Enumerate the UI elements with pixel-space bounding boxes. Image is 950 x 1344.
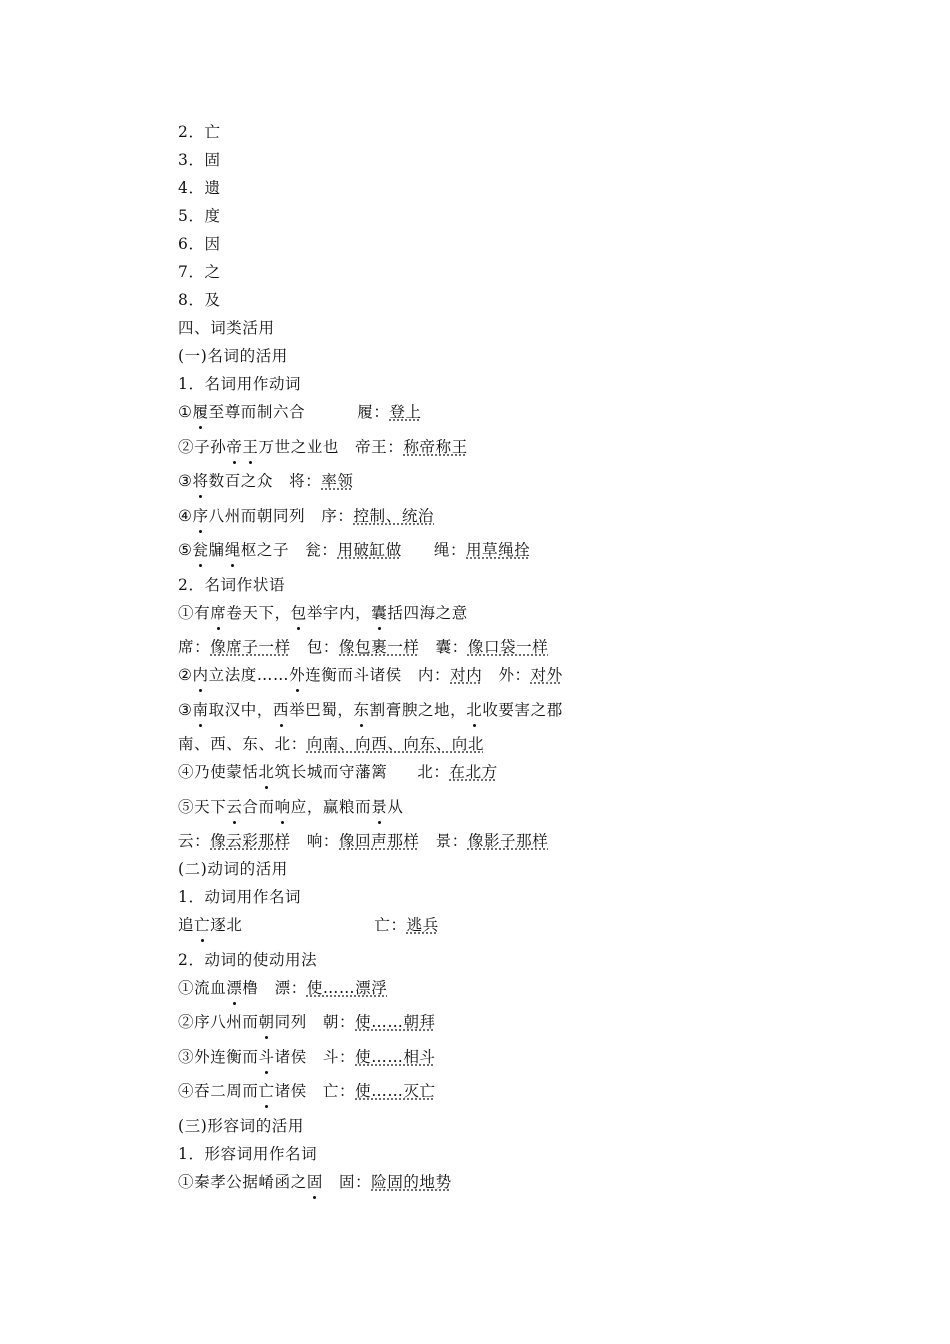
text-line [178,946,798,974]
text-segment: 应，赢粮而 [290,797,372,816]
answer-blank: 像云彩那样 [210,832,291,850]
text-line [178,314,798,342]
text-segment: ④吞二周而 [178,1082,259,1100]
emphasized-character: 北 [466,696,482,724]
text-segment: (一)名词的活用 [178,347,288,365]
text-segment: (二)动词的活用 [178,860,288,878]
text-segment: 1．形容词用作名词 [178,1144,318,1163]
text-line [178,286,798,314]
text-segment: 履： [357,403,390,421]
text-segment: ④乃使蒙恬 [178,763,259,781]
text-segment: 合而 [242,797,275,816]
text-segment: 外： [482,666,531,684]
text-segment: 筑长城而守藩篱 [274,763,388,781]
text-segment: 割膏腴之地， [369,700,467,719]
emphasized-character: 斗 [259,1043,275,1071]
text-segment: 追 [178,916,195,934]
emphasized-character: 履 [193,398,209,426]
text-segment: 橹 漂： [242,978,307,997]
text-segment: 包： [290,638,340,656]
text-line [178,502,798,537]
text-segment: 亡： [374,916,407,934]
text-segment: 6．因 [178,235,221,253]
text-segment: (三)形容词的活用 [178,1116,304,1135]
text-segment: 括四海之意 [387,603,468,622]
text-segment: 北： [417,763,450,781]
text-line [178,827,798,855]
emphasized-character: 序 [193,502,209,530]
emphasized-character: 朝 [259,1008,275,1036]
text-line [178,342,798,370]
text-segment: 席： [178,638,211,656]
emphasized-character: 囊 [371,599,387,627]
text-line [178,398,798,433]
text-segment: ④ [178,506,193,525]
text-segment: 南、西、东、北： [178,735,307,753]
text-segment: 2．动词的使动用法 [178,950,318,969]
text-line [178,883,798,911]
emphasized-character: 南 [193,696,209,724]
text-line [178,633,798,661]
emphasized-character: 席 [210,599,226,627]
text-segment: 响： [290,832,340,850]
text-segment: ① [178,403,193,421]
text-segment: 收要害之郡 [482,700,563,719]
text-line [178,370,798,398]
text-segment: 四、词类活用 [178,319,275,337]
text-line [178,793,798,828]
text-segment: 万世之业也 帝王： [258,437,404,456]
text-segment: 枢之子 瓮： [240,541,338,559]
answer-blank: 像席子一样 [210,638,291,656]
text-segment: 绳： [433,541,467,559]
emphasized-character: 外 [289,661,305,689]
text-segment: 诸侯 斗： [274,1047,356,1066]
emphasized-character: 瓮 [193,536,209,564]
text-segment: 3．固 [178,151,221,169]
text-segment: 景： [419,832,468,850]
text-segment: 1．名词用作动词 [178,375,302,393]
text-line [178,1077,798,1112]
text-line [178,855,798,883]
text-line [178,146,798,174]
answer-blank: 使……灭亡 [355,1082,436,1100]
answer-blank: 控制、统治 [353,506,435,525]
text-segment: ①流血 [178,978,227,997]
emphasized-character: 帝 [226,433,242,461]
emphasized-character: 亡 [259,1077,275,1105]
text-line [178,174,798,202]
text-segment: 取汉中， [208,700,274,719]
text-segment: 5．度 [178,207,221,225]
document-body [178,118,798,1202]
text-line [178,696,798,731]
text-segment: 囊： [419,638,468,656]
text-segment: ③外连衡而 [178,1047,259,1066]
text-line [178,974,798,1009]
emphasized-character: 王 [242,433,258,461]
emphasized-character: 景 [371,793,387,821]
text-segment: ②子孙 [178,437,227,456]
text-line [178,571,798,599]
text-line [178,1140,798,1168]
text-segment: ② [178,666,193,684]
text-line [178,1008,798,1043]
text-segment: 逐北 [210,916,243,934]
text-segment: 7．之 [178,263,221,281]
answer-blank: 称帝称王 [403,437,468,456]
text-line [178,730,798,758]
text-line [178,536,798,571]
text-segment: 2．亡 [178,123,221,141]
answer-blank: 像回声那样 [339,832,420,850]
emphasized-character: 将 [193,467,209,495]
emphasized-character: 西 [273,696,289,724]
text-segment: 牖 [208,541,225,559]
text-line [178,230,798,258]
emphasized-character: 固 [307,1168,323,1196]
text-segment: ③ [178,700,193,719]
text-line [178,599,798,634]
emphasized-character: 东 [354,696,370,724]
text-line [178,758,798,793]
text-segment: 至尊而制六合 [208,403,306,421]
text-segment: 连衡而斗诸侯 内： [305,666,451,684]
emphasized-character: 响 [275,793,291,821]
emphasized-character: 云 [226,793,242,821]
text-segment: ⑤ [178,541,193,559]
text-segment: 八州而朝同列 序： [208,506,354,525]
answer-blank: 逃兵 [406,916,439,934]
text-segment: 诸侯 亡： [274,1082,356,1100]
emphasized-character: 北 [259,758,275,786]
text-line [178,202,798,230]
text-line [178,118,798,146]
answer-blank: 使……相斗 [355,1047,436,1066]
text-line [178,1112,798,1140]
emphasized-character: 内 [193,661,209,689]
text-segment: ③ [178,472,193,490]
text-segment: ①秦孝公据崤函之 [178,1172,307,1191]
emphasized-character: 漂 [226,974,242,1002]
text-segment: 举宇内， [306,603,372,622]
answer-blank: 使……漂浮 [306,978,388,997]
answer-blank: 率领 [321,472,354,490]
emphasized-character: 包 [291,599,307,627]
answer-blank: 像包裹一样 [339,638,420,656]
text-segment: 云： [178,832,211,850]
answer-blank: 在北方 [449,763,498,781]
text-line [178,258,798,286]
text-line [178,661,798,696]
text-line [178,911,798,946]
answer-blank: 使……朝拜 [355,1013,436,1031]
text-segment: 1．动词用作名词 [178,888,302,906]
text-segment: 2．名词作状语 [178,575,286,594]
text-segment: 固： [322,1172,372,1191]
answer-blank: 登上 [389,403,422,421]
answer-blank: 用草绳拴 [466,541,531,559]
text-segment: 数百之众 将： [208,472,322,490]
text-segment: 同列 朝： [274,1013,356,1031]
answer-blank: 对外 [530,666,563,684]
text-line [178,1043,798,1078]
text-segment: ①有 [178,603,211,622]
answer-blank: 险固的地势 [371,1172,452,1191]
text-segment: 从 [387,797,404,816]
text-segment: ⑤天下 [178,797,227,816]
document-page [178,118,798,1202]
answer-blank: 像口袋一样 [467,638,549,656]
text-segment: 立法度…… [208,666,290,684]
text-line [178,1168,798,1203]
text-segment: ②序八州而 [178,1013,259,1031]
text-segment: 8．及 [178,291,221,309]
emphasized-character: 亡 [194,911,210,939]
emphasized-character: 绳 [225,536,241,564]
answer-blank: 向南、向西、向东、向北 [306,735,484,753]
answer-blank: 像影子那样 [467,832,549,850]
text-segment: 卷天下， [226,603,291,622]
text-segment: 举巴蜀， [289,700,354,719]
answer-blank: 对内 [450,666,483,684]
answer-blank: 用破缸做 [337,541,402,559]
text-line [178,467,798,502]
text-line [178,433,798,468]
text-segment: 4．遗 [178,179,221,197]
